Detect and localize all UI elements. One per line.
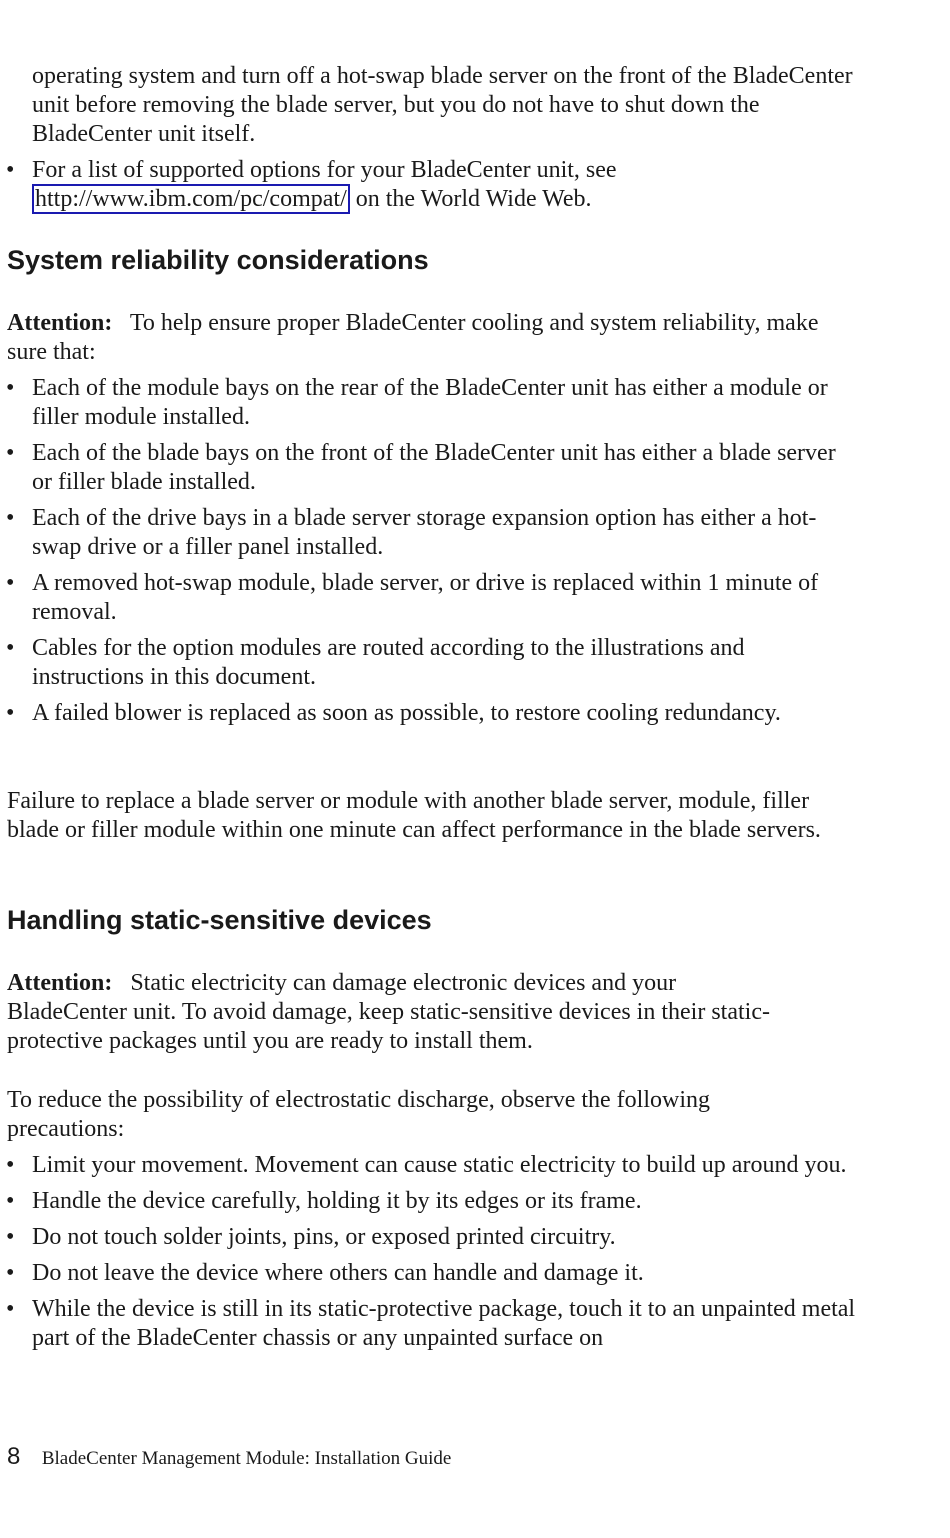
- bullet-icon: •: [6, 570, 15, 596]
- list-item: [0, 504, 860, 562]
- list-item: [0, 699, 860, 728]
- compat-link[interactable]: http://www.ibm.com/pc/compat/: [32, 184, 350, 214]
- attention-label: Attention:: [7, 310, 113, 336]
- list-item-text: A removed hot-swap module, blade server, or drive is replaced within 1 minute of removal.: [32, 570, 819, 625]
- bullet-icon: •: [6, 1188, 15, 1214]
- list-item: [0, 1187, 860, 1216]
- attention-text: Static electricity can damage electronic devices and your BladeCenter unit. To avoid damage, keep static-sensitive devices in their static-protective packages until you are ready to install them.: [7, 970, 770, 1054]
- list-item-text: Each of the module bays on the rear of the BladeCenter unit has either a module or filler module installed.: [32, 375, 828, 430]
- reliability-list: [0, 374, 860, 728]
- list-item: [0, 1223, 860, 1252]
- list-item-text: While the device is still in its static-protective package, touch it to an unpainted metal part of the BladeCenter chassis or any unpainted surface on: [32, 1296, 856, 1351]
- list-item-text: Handle the device carefully, holding it by its edges or its frame.: [32, 1188, 642, 1214]
- list-item: [0, 374, 860, 432]
- bullet-icon: •: [6, 700, 15, 726]
- section-heading-reliability: System reliability considerations: [7, 245, 429, 275]
- bullet-icon: •: [6, 1224, 15, 1250]
- bullet-icon: •: [6, 505, 15, 531]
- section-heading-static: Handling static-sensitive devices: [7, 905, 432, 935]
- bullet-icon: •: [6, 157, 15, 183]
- list-item-text: Do not leave the device where others can handle and damage it.: [32, 1260, 644, 1286]
- list-item: [0, 1295, 860, 1353]
- bullet-icon: •: [6, 1296, 15, 1322]
- list-item-text: Limit your movement. Movement can cause static electricity to build up around you.: [32, 1152, 847, 1178]
- options-list: [0, 156, 860, 214]
- reliability-attention: [7, 309, 857, 367]
- bullet-icon: •: [6, 1260, 15, 1286]
- list-item-text: A failed blower is replaced as soon as possible, to restore cooling redundancy.: [32, 700, 781, 726]
- options-prefix: For a list of supported options for your BladeCenter unit, see: [32, 157, 617, 183]
- list-item: [0, 156, 860, 214]
- failure-paragraph: Failure to replace a blade server or module with another blade server, module, filler blade or filler module within one minute can affect performance in the blade servers.: [7, 788, 821, 843]
- list-item-text: Each of the drive bays in a blade server storage expansion option has either a hot-swap drive or a filler panel installed.: [32, 505, 817, 560]
- list-item: [0, 569, 860, 627]
- precautions-intro: To reduce the possibility of electrostatic discharge, observe the following precautions:: [7, 1087, 711, 1142]
- precautions-list: [0, 1151, 860, 1353]
- static-attention: [7, 969, 787, 1056]
- bullet-icon: •: [6, 440, 15, 466]
- options-suffix: on the World Wide Web.: [355, 186, 592, 212]
- attention-label: Attention:: [7, 970, 113, 996]
- attention-text: To help ensure proper BladeCenter cooling and system reliability, make sure that:: [7, 310, 819, 365]
- list-item: [0, 634, 860, 692]
- bullet-icon: •: [6, 1152, 15, 1178]
- bullet-icon: •: [6, 635, 15, 661]
- list-item-text: Cables for the option modules are routed according to the illustrations and instructions in this document.: [32, 635, 745, 690]
- list-item: [0, 1151, 860, 1180]
- list-item: [0, 439, 860, 497]
- footer-title: BladeCenter Management Module: Installation Guide: [41, 1448, 452, 1469]
- page-footer: [7, 1442, 451, 1474]
- page-number: 8: [7, 1443, 21, 1470]
- list-item-text: Do not touch solder joints, pins, or exposed printed circuitry.: [32, 1224, 616, 1250]
- continuation-paragraph: operating system and turn off a hot-swap blade server on the front of the BladeCenter unit before removing the blade server, but you do not have to shut down the BladeCenter unit itself.: [32, 63, 853, 147]
- bullet-icon: •: [6, 375, 15, 401]
- list-item: [0, 1259, 860, 1288]
- list-item-text: Each of the blade bays on the front of the BladeCenter unit has either a blade server or filler blade installed.: [32, 440, 836, 495]
